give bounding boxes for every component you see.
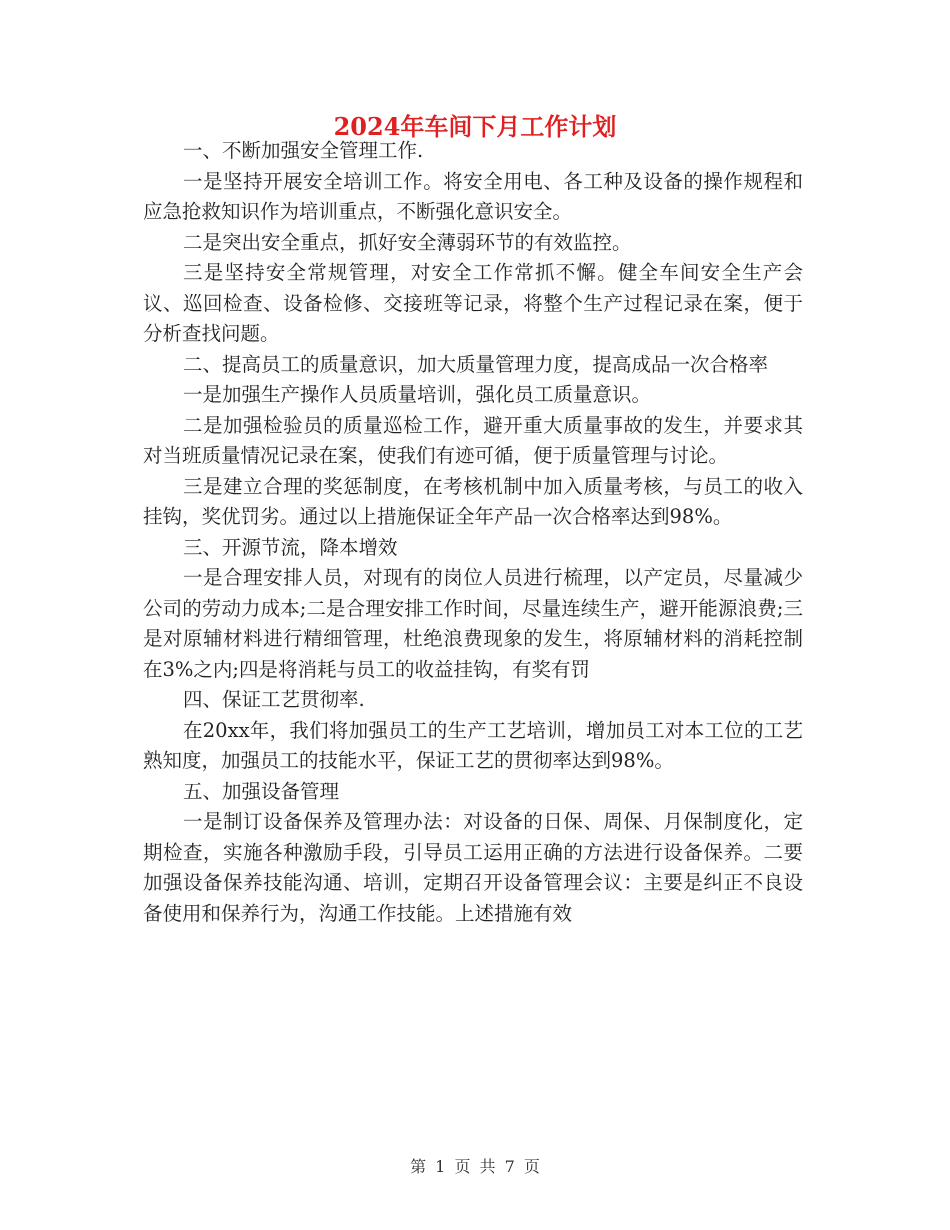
section-heading-5: 五、加强设备管理 xyxy=(183,779,340,803)
document-body xyxy=(143,136,803,929)
section-heading-2: 二、提高员工的质量意识，加大质量管理力度，提高成品一次合格率 xyxy=(183,352,769,376)
paragraph: 二是突出安全重点，抓好安全薄弱环节的有效监控。 xyxy=(183,230,632,254)
section-heading-1: 一、不断加强安全管理工作. xyxy=(183,139,424,162)
paragraph: 二是加强检验员的质量巡检工作，避开重大质量事故的发生，并要求其对当班质量情况记录在案，使我们有迹可循，便于质量管理与讨论。 xyxy=(143,413,803,467)
paragraph: 一是制订设备保养及管理办法：对设备的日保、周保、月保制度化，定期检查，实施各种激励手段，引导员工运用正确的方法进行设备保养。二要加强设备保养技能沟通、培训，定期召开设备管理会议：主要是纠正不良设备使用和保养行为，沟通工作技能。上述措施有效 xyxy=(143,810,803,925)
section-heading-3: 三、开源节流，降本增效 xyxy=(183,535,398,559)
paragraph: 一是加强生产操作人员质量培训，强化员工质量意识。 xyxy=(183,383,652,406)
section-heading-4: 四、保证工艺贯彻率. xyxy=(183,688,365,711)
paragraph: 一是坚持开展安全培训工作。将安全用电、各工种及设备的操作规程和应急抢救知识作为培训重点，不断强化意识安全。 xyxy=(143,169,803,223)
paragraph: 一是合理安排人员，对现有的岗位人员进行梳理，以产定员，尽量减少公司的劳动力成本;二是合理安排工作时间，尽量连续生产，避开能源浪费;三是对原辅材料进行精细管理，杜绝浪费现象的发生，将原辅材料的消耗控制在3%之内;四是将消耗与员工的收益挂钩，有奖有罚 xyxy=(143,566,803,681)
paragraph: 三是建立合理的奖惩制度，在考核机制中加入质量考核，与员工的收入挂钩，奖优罚劣。通过以上措施保证全年产品一次合格率达到98%。 xyxy=(143,474,803,528)
paragraph: 三是坚持安全常规管理，对安全工作常抓不懈。健全车间安全生产会议、巡回检查、设备检修、交接班等记录，将整个生产过程记录在案，便于分析查找问题。 xyxy=(143,261,803,345)
paragraph: 在20xx年，我们将加强员工的生产工艺培训，增加员工对本工位的工艺熟知度，加强员工的技能水平，保证工艺的贯彻率达到98%。 xyxy=(143,718,803,772)
page-footer: 第 1 页 共 7 页 xyxy=(410,1157,540,1176)
document-title: 2024年车间下月工作计划 xyxy=(333,112,617,141)
